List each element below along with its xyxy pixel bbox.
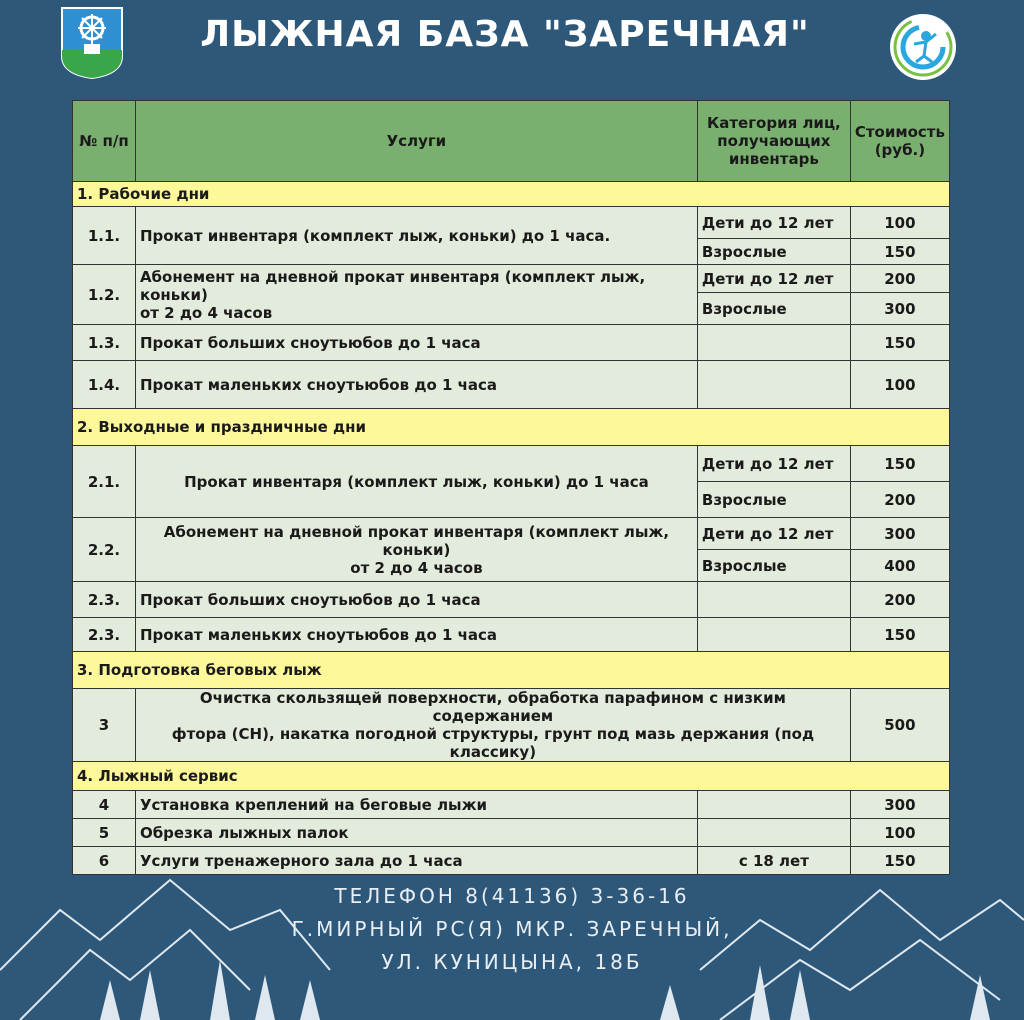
- row-service: Прокат маленьких сноутьюбов до 1 часа: [135, 361, 697, 409]
- row-price: 300: [850, 518, 949, 550]
- table-row: [73, 361, 950, 409]
- row-price: 150: [850, 446, 949, 482]
- row-service: [135, 689, 850, 762]
- city-coat-of-arms-icon: [60, 6, 124, 80]
- row-category: [697, 361, 850, 409]
- table-row: [73, 207, 950, 239]
- address-line-2: УЛ. КУНИЦЫНА, 18Б: [381, 950, 643, 974]
- row-price: 150: [850, 239, 949, 265]
- row-service-line: фтора (CH), накатка погодной структуры, грунт под мазь держания (под классику): [171, 725, 815, 761]
- page-title: ЛЫЖНАЯ БАЗА "ЗАРЕЧНАЯ": [200, 14, 810, 55]
- row-price: 150: [850, 618, 949, 652]
- row-num: 2.2.: [73, 518, 136, 582]
- row-num: 2.3.: [73, 618, 136, 652]
- page-header: [0, 0, 1024, 100]
- header-price: Стоимость (руб.): [850, 101, 949, 182]
- row-price: 400: [850, 550, 949, 582]
- table-row: [73, 518, 950, 550]
- row-category: [697, 325, 850, 361]
- row-service-line: Абонемент на дневной прокат инвентаря (комплект лыж, коньки): [139, 267, 646, 304]
- row-service: Прокат больших сноутьюбов до 1 часа: [135, 325, 697, 361]
- row-service: [135, 265, 697, 325]
- row-category: Дети до 12 лет: [697, 265, 850, 293]
- row-num: 1.4.: [73, 361, 136, 409]
- row-price: 150: [850, 847, 949, 875]
- section-row: [73, 762, 950, 791]
- row-price: 200: [850, 265, 949, 293]
- table-header-row: [73, 101, 950, 182]
- row-service: Обрезка лыжных палок: [135, 819, 697, 847]
- header-service: Услуги: [135, 101, 697, 182]
- table-row: [73, 446, 950, 482]
- row-price: 300: [850, 293, 949, 325]
- row-price: 150: [850, 325, 949, 361]
- row-service: Прокат больших сноутьюбов до 1 часа: [135, 582, 697, 618]
- row-service: Установка креплений на беговые лыжи: [135, 791, 697, 819]
- contact-footer: [0, 880, 1024, 979]
- row-category: Дети до 12 лет: [697, 446, 850, 482]
- row-num: 4: [73, 791, 136, 819]
- table-row: [73, 819, 950, 847]
- row-service: Прокат маленьких сноутьюбов до 1 часа: [135, 618, 697, 652]
- table-row: [73, 791, 950, 819]
- row-num: 6: [73, 847, 136, 875]
- row-category: [697, 791, 850, 819]
- price-table: [72, 100, 950, 875]
- address-line-1: Г.МИРНЫЙ РС(Я) МКР. ЗАРЕЧНЫЙ,: [291, 917, 733, 941]
- row-num: 3: [73, 689, 136, 762]
- section-row: [73, 652, 950, 689]
- row-num: 2.3.: [73, 582, 136, 618]
- row-num: 1.1.: [73, 207, 136, 265]
- row-service-line: Очистка скользящей поверхности, обработка парафином с низким содержанием: [199, 689, 786, 725]
- header-num: № п/п: [73, 101, 136, 182]
- table-row: [73, 689, 950, 762]
- row-service: Прокат инвентаря (комплект лыж, коньки) до 1 часа.: [135, 207, 697, 265]
- row-num: 1.3.: [73, 325, 136, 361]
- row-category: Взрослые: [697, 293, 850, 325]
- table-row: [73, 265, 950, 293]
- section-row: [73, 182, 950, 207]
- table-row: [73, 582, 950, 618]
- row-num: 5: [73, 819, 136, 847]
- row-service-line: от 2 до 4 часов: [350, 558, 483, 577]
- section-title: 2. Выходные и праздничные дни: [73, 409, 950, 446]
- row-category: Взрослые: [697, 239, 850, 265]
- section-title: 3. Подготовка беговых лыж: [73, 652, 950, 689]
- row-category: Взрослые: [697, 550, 850, 582]
- table-row: [73, 618, 950, 652]
- section-row: [73, 409, 950, 446]
- row-service: Прокат инвентаря (комплект лыж, коньки) до 1 часа: [135, 446, 697, 518]
- row-category: [697, 618, 850, 652]
- row-price: 100: [850, 819, 949, 847]
- row-service-line: Абонемент на дневной прокат инвентаря (комплект лыж, коньки): [163, 522, 670, 559]
- row-category: с 18 лет: [697, 847, 850, 875]
- row-num: 2.1.: [73, 446, 136, 518]
- row-price: 300: [850, 791, 949, 819]
- row-category: Дети до 12 лет: [697, 207, 850, 239]
- row-category: [697, 819, 850, 847]
- section-title: 4. Лыжный сервис: [73, 762, 950, 791]
- row-price: 500: [850, 689, 949, 762]
- section-title: 1. Рабочие дни: [73, 182, 950, 207]
- row-category: [697, 582, 850, 618]
- sport-emblem-icon: [888, 12, 958, 82]
- row-price: 100: [850, 361, 949, 409]
- row-num: 1.2.: [73, 265, 136, 325]
- row-service-line: от 2 до 4 часов: [139, 303, 273, 322]
- row-category: Взрослые: [697, 482, 850, 518]
- row-price: 200: [850, 482, 949, 518]
- row-service: [135, 518, 697, 582]
- row-service: Услуги тренажерного зала до 1 часа: [135, 847, 697, 875]
- phone-text: ТЕЛЕФОН 8(41136) 3-36-16: [334, 884, 690, 908]
- header-category: Категория лиц, получающих инвентарь: [697, 101, 850, 182]
- row-price: 200: [850, 582, 949, 618]
- table-row: [73, 325, 950, 361]
- row-category: Дети до 12 лет: [697, 518, 850, 550]
- row-price: 100: [850, 207, 949, 239]
